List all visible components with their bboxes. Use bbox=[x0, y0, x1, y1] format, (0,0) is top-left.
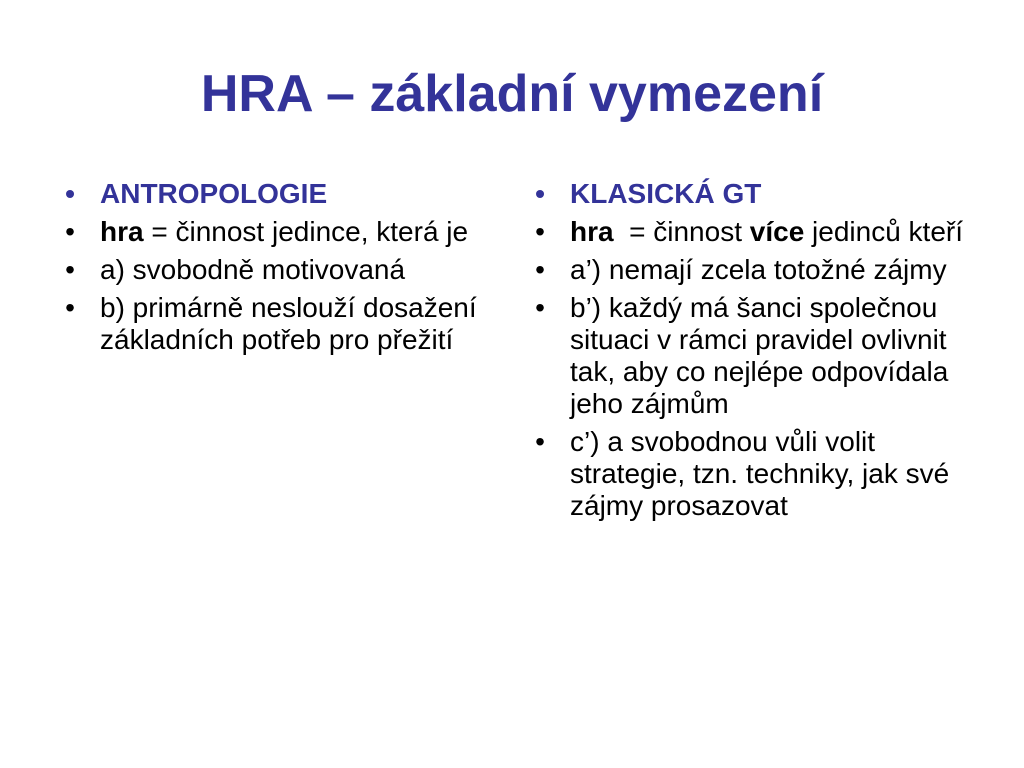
definition-text: jedinců kteří bbox=[804, 216, 964, 247]
term-hra: hra bbox=[100, 216, 144, 247]
bullet-icon: • bbox=[65, 254, 75, 285]
left-column-heading: ANTROPOLOGIE bbox=[100, 178, 328, 209]
definition-text: = činnost bbox=[613, 216, 750, 247]
left-list-item-heading bbox=[58, 178, 498, 210]
item-text: a) svobodně motivovaná bbox=[100, 254, 406, 285]
term-hra: hra bbox=[570, 216, 614, 247]
item-text: c’) a svobodnou vůli volit strategie, tzn. techniky, jak své zájmy prosazovat bbox=[570, 426, 950, 521]
bullet-icon: • bbox=[65, 178, 75, 209]
bullet-icon: • bbox=[65, 292, 75, 323]
bullet-icon: • bbox=[535, 216, 545, 247]
right-list-item bbox=[528, 292, 968, 420]
left-list-item bbox=[58, 216, 498, 248]
right-list-item-heading bbox=[528, 178, 968, 210]
left-list-item bbox=[58, 292, 498, 356]
item-text: b’) každý má šanci společnou situaci v rámci pravidel ovlivnit tak, aby co nejlépe odpovídala jeho zájmům bbox=[570, 292, 949, 419]
slide-title: HRA – základní vymezení bbox=[200, 65, 824, 123]
bullet-icon: • bbox=[535, 254, 545, 285]
right-list-item bbox=[528, 254, 968, 286]
item-text: a’) nemají zcela totožné zájmy bbox=[570, 254, 947, 285]
left-column-list bbox=[58, 178, 498, 362]
bullet-icon: • bbox=[65, 216, 75, 247]
left-list-item bbox=[58, 254, 498, 286]
right-column-list bbox=[528, 178, 968, 528]
item-text: b) primárně neslouží dosažení základních potřeb pro přežití bbox=[100, 292, 477, 355]
right-list-item bbox=[528, 216, 968, 248]
bullet-icon: • bbox=[535, 292, 545, 323]
term-vice: více bbox=[749, 216, 805, 247]
bullet-icon: • bbox=[535, 426, 545, 457]
bullet-icon: • bbox=[535, 178, 545, 209]
right-list-item bbox=[528, 426, 968, 522]
right-column-heading: KLASICKÁ GT bbox=[570, 178, 762, 209]
definition-text: = činnost jedince, která je bbox=[143, 216, 469, 247]
